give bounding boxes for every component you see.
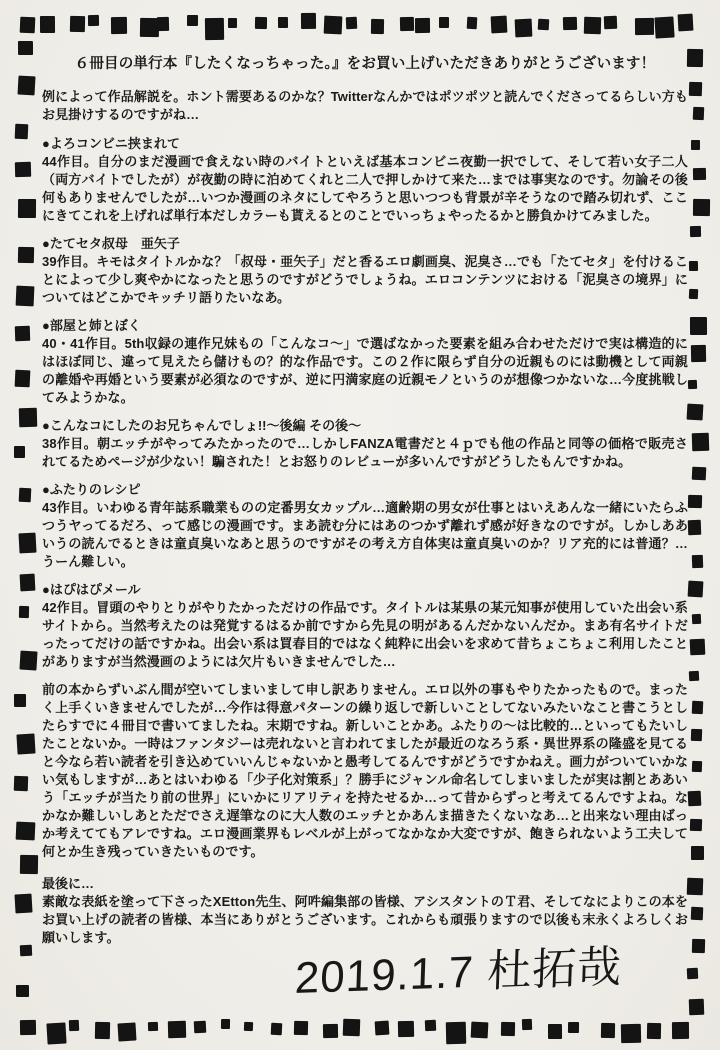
border-square: [692, 700, 704, 713]
border-square: [647, 1023, 662, 1039]
border-square: [70, 15, 85, 31]
border-square: [343, 1019, 361, 1037]
section-heading: ●ふたりのレシピ: [42, 482, 141, 497]
section-body: 40・41作目。5th収録の連作兄妹もの「こんなコ〜」で選ばなかった要素を組み合わせただけで実は構造的にはほぼ同じ、違って見えたら儲けもの？的な作品です。この２作に限らず自分の近親ものには動機として両親の離婚や再婚という要素が必須なのですが、逆に円満家庭の近親モノというのが想像つかないな…今度挑戦してみようかな。: [42, 336, 688, 405]
border-square: [690, 639, 705, 656]
border-square: [689, 289, 699, 300]
border-square: [672, 1022, 689, 1039]
border-square: [691, 907, 704, 920]
border-square: [691, 140, 700, 150]
border-square: [19, 573, 35, 591]
border-square: [16, 286, 35, 307]
border-square: [687, 49, 703, 67]
border-square: [691, 729, 703, 742]
border-square: [68, 1020, 79, 1031]
border-square: [568, 1022, 580, 1033]
section-heading: ●部屋と姉とぼく: [42, 318, 141, 333]
border-square: [688, 790, 702, 806]
border-square: [323, 1024, 338, 1038]
section-konna-ko: [42, 417, 688, 471]
border-square: [687, 878, 703, 895]
border-square: [205, 18, 224, 40]
border-square: [255, 17, 267, 29]
border-square: [18, 41, 33, 55]
section-heading: ●たてセタ叔母 亜矢子: [42, 236, 180, 251]
border-square: [15, 370, 30, 388]
border-square: [654, 17, 674, 39]
border-square: [522, 1019, 532, 1030]
border-square: [345, 17, 356, 29]
border-square: [501, 1022, 515, 1036]
afterword-title: ６冊目の単行本『したくなっちゃった。』をお買い上げいただきありがとうございます！: [74, 56, 656, 72]
border-square: [323, 16, 342, 35]
border-square: [400, 16, 414, 31]
border-square: [514, 19, 532, 38]
border-square: [690, 226, 701, 237]
border-square: [375, 1021, 390, 1035]
border-square: [20, 854, 38, 873]
border-square: [604, 16, 617, 29]
border-square: [689, 261, 698, 271]
border-square: [688, 379, 698, 389]
border-square: [691, 846, 704, 860]
border-square: [19, 408, 38, 427]
border-square: [118, 1022, 137, 1041]
border-square: [14, 694, 26, 707]
border-square: [16, 733, 35, 754]
section-body: 38作目。朝エッチがやってみたかったので…しかしFANZA電書だと４ｐでも他の作品と同等の価格で販売されてるためページが少ない！騙された！とお怒りのレビューが多いんですがどうしたもんですかね。: [42, 436, 688, 469]
border-square: [18, 488, 31, 502]
section-body: 42作目。冒頭のやりとりがやりたかっただけの作品です。タイトルは某県の某元知事が使用していた出会い系サイトから。当然考えたのは発覚するはるか前ですから先見の明があるんだかないんだか。まあ有名サイトだったってだけの話ですかね。出会い系は買春目的ではなく純粋に出会いを求めて昔ちょこちょこ利用したことがありますが当然漫画のようには欠片もいきませんでした…: [42, 600, 688, 669]
credits-heading: 最後に…: [42, 876, 95, 891]
border-square: [688, 494, 702, 508]
border-square: [692, 467, 707, 481]
border-square: [221, 1019, 230, 1029]
border-square: [491, 16, 508, 34]
border-square: [371, 19, 385, 34]
border-square: [548, 1024, 562, 1039]
border-square: [692, 614, 702, 624]
border-square: [15, 326, 30, 342]
border-square: [243, 1022, 253, 1032]
border-square: [538, 19, 549, 30]
border-square: [439, 17, 449, 28]
section-heading: ●よろコンビニ挟まれて: [42, 136, 180, 151]
border-square: [14, 776, 28, 791]
border-square: [18, 199, 36, 218]
border-square: [688, 520, 702, 536]
intro-paragraph: 例によって作品解説を。ホント需要あるのかな？Twitterなんかではポツポツと読んでくださってるらしい方もお見掛けするのですがね…: [42, 89, 688, 122]
border-square: [584, 17, 601, 34]
border-square: [688, 671, 699, 682]
border-square: [692, 555, 704, 568]
border-square: [693, 199, 710, 217]
border-square: [294, 1020, 308, 1034]
border-square: [689, 819, 702, 831]
border-square: [187, 15, 198, 26]
border-square: [19, 1020, 35, 1036]
section-yoro-konbini: [42, 135, 688, 225]
section-body: 43作目。いわゆる青年誌系職業ものの定番男女カップル…適齢期の男女が仕事とはいえあんな一緒にいたらふつうヤってるだろ、って感じの漫画です。まあ読む分にはあのつかず離れず感が好きなのですが。しかしああいうの読んでるときは童貞臭いなあと思うのですがその考え方自体実は童貞臭いのか？リア充的には普通？…うーん難しい。: [42, 500, 688, 569]
section-tateseta-oba: [42, 235, 688, 307]
author-signature: 2019.1.7 杜拓哉: [293, 942, 624, 1004]
border-square: [621, 1024, 641, 1043]
section-heading: ●こんなコにしたのお兄ちゃんでしょ!!〜後編 その後〜: [42, 418, 362, 433]
afterword-content: [42, 54, 688, 947]
border-square: [14, 446, 25, 458]
border-square: [688, 998, 704, 1015]
section-futari-no-recipe: [42, 481, 688, 571]
border-square: [691, 345, 706, 362]
border-square: [278, 17, 288, 28]
border-square: [15, 822, 34, 841]
border-square: [692, 760, 702, 771]
border-square: [271, 1023, 283, 1035]
border-square: [677, 14, 693, 32]
border-square: [15, 162, 31, 177]
border-square: [111, 16, 127, 33]
border-square: [687, 581, 703, 598]
border-square: [46, 1022, 66, 1044]
border-square: [692, 433, 709, 452]
border-square: [228, 18, 237, 28]
border-square: [20, 945, 32, 957]
border-square: [193, 1021, 206, 1034]
border-square: [17, 76, 35, 96]
border-square: [563, 17, 577, 30]
credits-paragraph: 素敵な表紙を塗って下さったXEtton先生、阿吽編集部の皆様、アシスタントのＴ君、そしてなによりこの本をお買い上げの読者の皆様、本当にありがとうございます。これからも頑張りますので以後も末永くよろしくお願いします。: [42, 894, 688, 945]
border-square: [446, 1022, 466, 1045]
border-square: [690, 317, 707, 335]
border-square: [40, 16, 56, 33]
border-square: [168, 1021, 186, 1038]
border-square: [415, 18, 430, 33]
closing-paragraph: 前の本からずいぶん間が空いてしまいまして申し訳ありません。エロ以外の事もやりたかったもので。まったく上手くいきませんでしたが…今作は得意パターンの繰り返しで新しいことしてないみたいなこと書こうとしたらすでに４冊目で書いてましたね。末期ですね。新しいことかあ。ふたりの〜は比較的…といってもたいしたことないか。一時はファンタジーは売れないと言われてましたが最近のなろう系・異世界系の隆盛を見てると今なら若い読者を引き込めていいんじゃないかと愚考してるんですがどうですかねえ。画力がついていかない気もしますが…あとはいわゆる「少子化対策系」？勝手にジャンル命名してしまいましたが実は割とああいう「エッチが当たり前の世界」にいかにリアリティを持たせるか…って昔からずっと考えてるんですよね。なかなか難しいしあとただでさえ遅筆なのに大人数のエッチとかあんま描きたくないなあ…と出来ない理由ばっか考えててもアレですね。エロ漫画業界もレベルが上がってなかなか大変ですが、飽きられないよう工夫して何とか生き残っていきたいものです。: [42, 682, 688, 859]
section-heading: ●はぴはぴメール: [42, 582, 141, 597]
border-square: [687, 404, 704, 420]
border-square: [301, 13, 316, 29]
border-square: [16, 985, 29, 998]
section-body: 44作目。自分のまだ漫画で食えない時のバイトといえば基本コンビニ夜勤一択でして、そして若い女子二人（両方バイトでしたが）が夜勤の時に泊めてくれと二人で押しかけて来た…までは事実なのです。勿論その後何もありませんでしたが…いつか漫画のネタにしてやろうと思いつつも背景が辛そうなので踏み切れず、ここにきてこれを上げれば単行本だしカラーも貰えるとのことでいっちょやったるかと勝負かけてみました。: [42, 154, 688, 223]
border-square: [467, 16, 478, 28]
border-square: [94, 1022, 109, 1039]
section-body: 39作目。キモはタイトルかな？「叔母・亜矢子」だと香るエロ劇画臭、泥臭さ…でも「たてセタ」を付けることによって少し爽やかになったと思うのですがどうでしょうね。エロコンテンツにおける「泥臭さの境界」についてはどこかでキッチリ語りたいなあ。: [42, 254, 688, 305]
border-square: [19, 606, 30, 618]
section-heya-to-ane: [42, 317, 688, 407]
section-hapihapi-mail: [42, 581, 688, 671]
border-square: [15, 893, 34, 913]
border-square: [148, 1022, 158, 1031]
border-square: [18, 247, 34, 263]
border-square: [15, 123, 29, 138]
border-square: [397, 1021, 413, 1037]
border-square: [689, 82, 702, 96]
border-square: [20, 16, 36, 33]
border-square: [425, 1020, 436, 1031]
border-square: [692, 168, 705, 180]
border-square: [88, 15, 99, 26]
border-square: [693, 106, 705, 119]
border-square: [18, 533, 36, 553]
border-square: [471, 1022, 489, 1039]
border-square: [19, 651, 37, 671]
border-square: [157, 17, 169, 31]
border-square: [600, 1023, 614, 1038]
border-square: [635, 17, 654, 34]
